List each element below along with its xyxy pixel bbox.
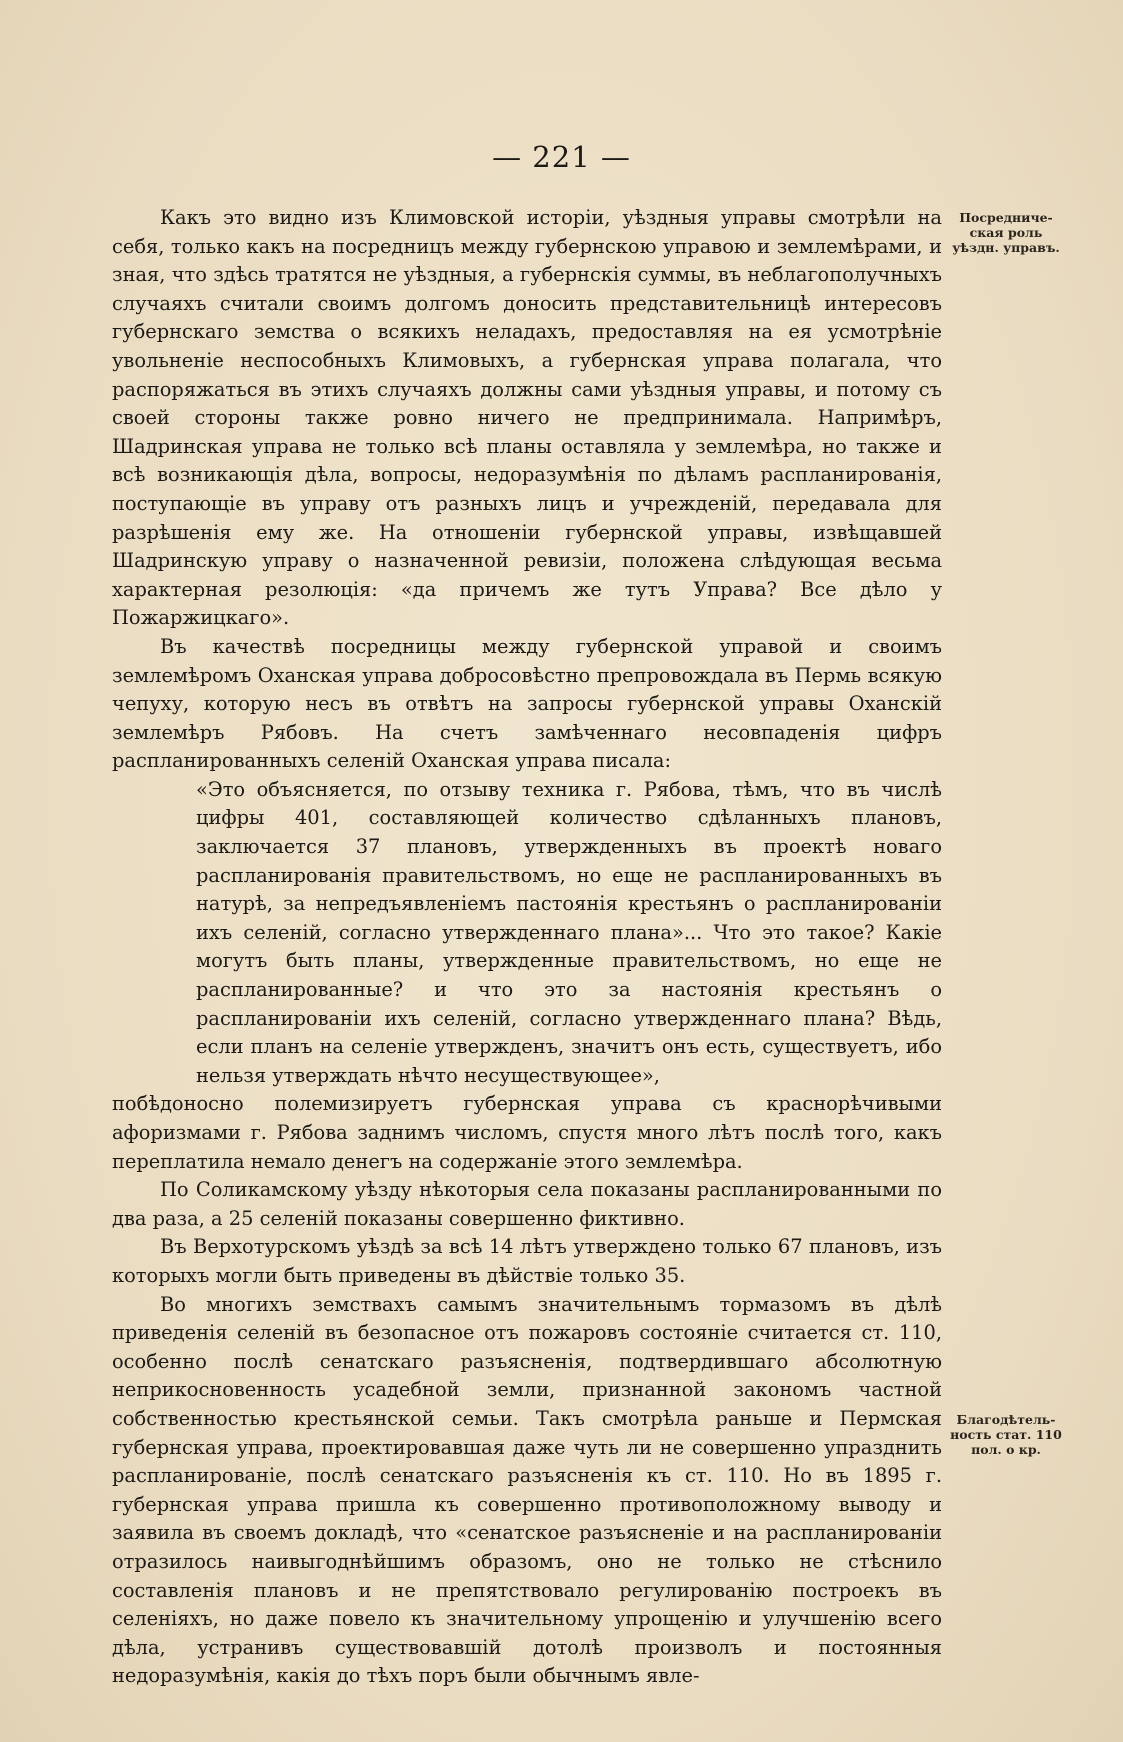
page-number: — 221 — [492, 140, 631, 174]
paragraph-6: Во многихъ земствахъ самымъ значительнымъ тормазомъ въ дѣлѣ приведенія селеній въ безопасное отъ пожаровъ состояніе считается ст. 110, особенно послѣ сенатскаго разъясненія, подтвердившаго абсолютную неприкосновенность усадебной земли, признанной закономъ частной собственностью крестьянской семьи. Такъ смотрѣла раньше и Пермская губернская управа, проектировавшая даже чуть ли не совершенно упразднить распланированіе, послѣ сенатскаго разъясненія къ ст. 110. Но въ 1895 г. губернская управа пришла къ совершенно противоположному выводу и заявила въ своемъ докладѣ, что «сенатское разъясненіе и на распланированіи отразилось наивыгоднѣйшимъ образомъ, оно не только не стѣснило составленія плановъ и не препятствовало регулированію построекъ въ селеніяхъ, но даже повело къ значительному упрощенію и улучшенію всего дѣла, устранивъ существовавшій дотолѣ произволъ и постоянныя недоразумѣнія, какія до тѣхъ поръ были обычнымъ явле- [112, 1292, 942, 1688]
margin-note-role: Посредниче-ская роль уѣздн. управъ. [952, 210, 1060, 255]
paragraph-3: побѣдоносно полемизируетъ губернская управа съ краснорѣчивыми афоризмами г. Рябова заднимъ числомъ, спустя много лѣтъ послѣ того, какъ переплатила немало денегъ на содержаніе этого землемѣра. [112, 1092, 942, 1173]
paragraph-4: По Соликамскому уѣзду нѣкоторыя села показаны распланированными по два раза, а 25 селеній показаны совершенно фиктивно. [112, 1178, 942, 1230]
paragraph-5: Въ Верхотурскомъ уѣздѣ за всѣ 14 лѣтъ утверждено только 67 плановъ, изъ которыхъ могли быть приведены въ дѣйствіе только 35. [112, 1235, 942, 1287]
paragraph-2: Въ качествѣ посредницы между губернской управой и своимъ землемѣромъ Оханская управа добросовѣстно препровождала въ Пермь всякую чепуху, которую несъ въ отвѣтъ на запросы губернской управы Оханскій землемѣръ Рябовъ. На счетъ замѣченнаго несовпаденія цифръ распланированныхъ селеній Оханская управа писала: [112, 634, 942, 773]
block-quote [196, 776, 942, 1091]
paragraph-1: Какъ это видно изъ Климовской исторіи, уѣздныя управы смотрѣли на себя, только какъ на посредницъ между губернскою управою и землемѣрами, и зная, что здѣсь тратятся не уѣздныя, а губернскія суммы, въ неблагополучныхъ случаяхъ считали своимъ долгомъ доносить представительницѣ интересовъ губернскаго земства о всякихъ неладахъ, предоставляя на ея усмотрѣніе увольненіе неспособныхъ Климовыхъ, а губернская управа полагала, что распоряжаться въ этихъ случаяхъ должны сами уѣздныя управы, и потому съ своей стороны также ровно ничего не предпринимала. Напримѣръ, Шадринская управа не только всѣ планы оставляла у землемѣра, но также и всѣ возникающія дѣла, вопросы, недоразумѣнія по дѣламъ распланированія, поступающіе въ управу отъ разныхъ лицъ и учрежденій, передавала для разрѣшенія ему же. На отношеніи губернской управы, извѣщавшей Шадринскую управу о назначенной ревизіи, положена слѣдующая весьма характерная резолюція: «да причемъ же тутъ Управа? Все дѣло у Пожаржицкаго». [112, 206, 942, 630]
margin-note-article-110: Благодѣтель-ность стат. 110 пол. о кр. [950, 1412, 1062, 1457]
body-text [112, 204, 942, 1691]
quote-text: «Это объясняется, по отзыву техника г. Рябова, тѣмъ, что въ числѣ цифры 401, составляющей количество сдѣланныхъ плановъ, заключается 37 плановъ, утвержденныхъ въ проектѣ новаго распланированія правительствомъ, но еще не распланированныхъ въ натурѣ, за непредъявленіемъ пастоянія крестьянъ о распланированіи ихъ селеній, согласно утвержденнаго плана»... Что это такое? Какіе могутъ быть планы, утвержденные правительствомъ, но еще не распланированные? и что это за настоянія крестьянъ о распланированіи ихъ селеній, согласно утвержденнаго плана? Вѣдь, если планъ на селеніе утвержденъ, значитъ онъ есть, существуетъ, ибо нельзя утверждать нѣчто несуществующее», [196, 777, 942, 1087]
